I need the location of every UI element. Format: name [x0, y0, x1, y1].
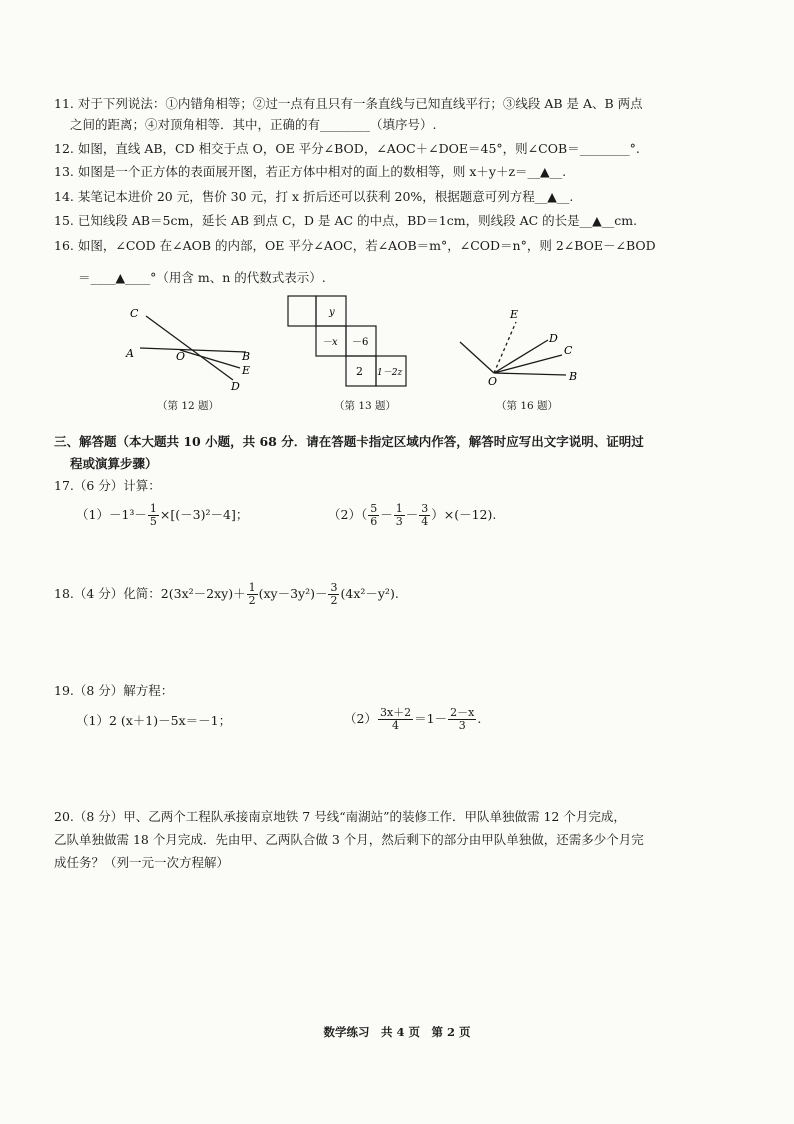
fig12-ray-oe: [180, 350, 240, 368]
q17-part2: （2）（ $\frac{5}{6}$ － $\frac{1}{3}$ － $\frac{3}{4}$ ）×(－12).: [328, 502, 497, 528]
fig16-ray-oe: [494, 322, 516, 373]
q13: 13. 如图是一个正方体的表面展开图，若正方体中相对的面上的数相等，则 x＋y＋z＝__▲__.: [54, 164, 567, 179]
fig12-label-a: A: [126, 347, 134, 360]
q20-line2: 乙队单独做需 18 个月完成．先由甲、乙两队合做 3 个月，然后剩下的部分由甲队单独做，还需多少个月完: [54, 832, 644, 847]
fig12-label-c: C: [130, 307, 139, 320]
fig16-ray-ob: [494, 373, 566, 375]
q20-line1: 20.（8 分）甲、乙两个工程队承接南京地铁 7 号线“南湖站”的装修工作．甲队单独做需 12 个月完成，: [54, 809, 626, 824]
fig12-label-e: E: [242, 364, 251, 377]
fig13-cell-blank-1: [288, 296, 316, 326]
figure-12: [118, 302, 268, 392]
q15: 15. 已知线段 AB＝5cm，延长 AB 到点 C，D 是 AC 的中点，BD＝1cm，则线段 AC 的长是__▲__cm.: [54, 213, 638, 228]
page-footer: 数学练习 共 4 页 第 2 页: [323, 1025, 471, 1039]
svg-text:－x: －x: [322, 337, 338, 348]
svg-text:－6: －6: [352, 337, 369, 348]
fig16-ray-oa: [460, 342, 494, 373]
fig16-ray-od: [494, 340, 548, 373]
fig16-label-b: B: [569, 370, 578, 383]
q16-line1: 16. 如图，∠COD 在∠AOB 的内部，OE 平分∠AOC，若∠AOB＝m°，∠COD＝n°，则 2∠BOE－∠BOD: [54, 238, 656, 253]
fraction-1-5: $\frac{1}{5}$: [149, 502, 157, 528]
svg-text:y: y: [329, 307, 335, 318]
q19-part1: （1）2 (x＋1)－5x＝－1；: [76, 713, 232, 728]
q18: 18.（4 分）化简：2(3x²－2xy)＋ $\frac{1}{2}$ (xy－3y²)－ $\frac{3}{2}$ (4x²－y²).: [54, 581, 399, 607]
q12: 12. 如图，直线 AB，CD 相交于点 O，OE 平分∠BOD，∠AOC＋∠DOE＝45°，则∠COB＝________°.: [54, 141, 640, 156]
section3-line1: 三、解答题（本大题共 10 小题，共 68 分．请在答题卡指定区域内作答，解答时应写出文字说明、证明过: [54, 434, 644, 449]
fig13-caption: （第 13 题）: [334, 400, 397, 412]
q17-head: 17.（6 分）计算：: [54, 478, 161, 493]
fig16-label-o: O: [488, 375, 498, 388]
q14: 14. 某笔记本进价 20 元，售价 30 元，打 x 折后还可以获利 20%，根据题意可列方程__▲__.: [54, 189, 574, 204]
fig12-label-o: O: [176, 350, 186, 363]
q16-line2: ＝____▲____°（用含 m、n 的代数式表示）.: [78, 270, 326, 285]
svg-text:2: 2: [356, 365, 363, 378]
fig16-label-d: D: [549, 332, 558, 345]
fig16-label-e: E: [510, 308, 519, 321]
fig12-label-b: B: [242, 350, 251, 363]
fig16-label-c: C: [564, 344, 573, 357]
fig12-label-d: D: [231, 380, 240, 392]
fig12-line-cd: [146, 316, 233, 380]
svg-text:1－2z: 1－2z: [377, 368, 403, 378]
section3-line2: 程或演算步骤）: [70, 456, 158, 471]
q11-line2: 之间的距离；④对顶角相等．其中，正确的有________（填序号）.: [70, 117, 437, 132]
q17-part1: （1）－1³－ $\frac{1}{5}$ ×[(－3)²－4]；: [76, 502, 249, 528]
fig12-caption: （第 12 题）: [157, 400, 220, 412]
figure-16: [452, 302, 592, 392]
fig16-caption: （第 16 题）: [496, 400, 559, 412]
q19-head: 19.（8 分）解方程：: [54, 683, 174, 698]
q19-part2: （2） $\frac{3x+2}{4}$ ＝1－ $\frac{2-x}{3}$ .: [344, 706, 482, 732]
q11-line1: 11. 对于下列说法：①内错角相等；②过一点有且只有一条直线与已知直线平行；③线段 AB 是 A、B 两点: [54, 96, 643, 111]
figure-13: [286, 294, 412, 394]
q20-line3: 成任务？（列一元一次方程解）: [54, 855, 230, 870]
fig16-ray-oc: [494, 355, 562, 373]
